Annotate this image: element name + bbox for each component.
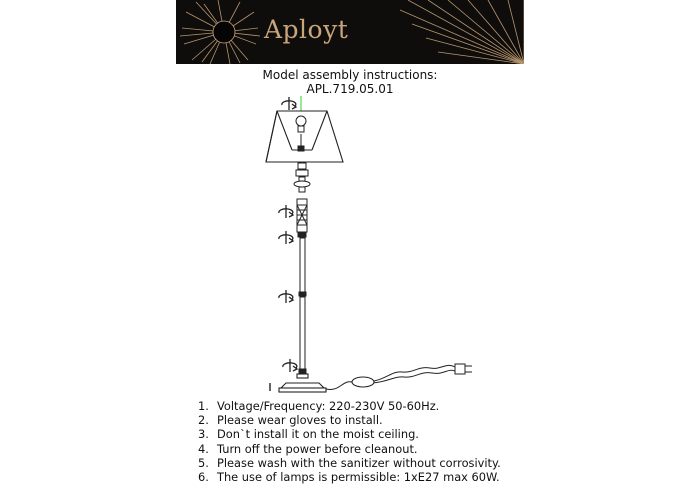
instruction-list xyxy=(198,399,558,484)
instruction-text: Don`t install it on the moist ceiling. xyxy=(217,427,419,442)
instruction-number: 3. xyxy=(198,427,209,442)
instruction-number: 4. xyxy=(198,441,209,456)
instruction-item xyxy=(198,427,558,441)
instruction-text: Please wash with the sanitizer without corrosivity. xyxy=(217,455,501,470)
power-plug xyxy=(455,364,472,374)
rotate-arrow-icon xyxy=(279,205,293,218)
instruction-item xyxy=(198,470,558,484)
lamp-base xyxy=(270,374,326,392)
instruction-text: The use of lamps is permissible: 1xE27 max 60W. xyxy=(217,470,500,485)
instruction-number: 5. xyxy=(198,455,209,470)
rotate-arrow-icon xyxy=(283,359,297,372)
instruction-text: Please wear gloves to install. xyxy=(217,413,383,428)
lamp-pole xyxy=(299,238,306,373)
instruction-item xyxy=(198,413,558,427)
lamp-fitting xyxy=(294,163,310,192)
instruction-item xyxy=(198,456,558,470)
power-cord xyxy=(326,365,455,389)
title-line-1: Model assembly instructions: xyxy=(262,68,438,82)
model-number: APL.719.05.01 xyxy=(306,82,394,96)
rotate-arrow-icon xyxy=(279,231,293,244)
foot-switch xyxy=(352,377,374,387)
lamp-pole-decor xyxy=(297,199,307,237)
instruction-text: Turn off the power before cleanout. xyxy=(217,441,418,456)
instruction-text: Voltage/Frequency: 220-230V 50-60Hz. xyxy=(217,399,440,413)
brand-logo-text: Aployt xyxy=(264,15,349,44)
rotate-arrow-icon xyxy=(279,290,293,303)
instruction-item xyxy=(198,442,558,456)
lamp-shade xyxy=(266,111,343,162)
instruction-number: 6. xyxy=(198,470,209,485)
instruction-number: 2. xyxy=(198,413,209,428)
instruction-item xyxy=(198,399,558,413)
rotate-arrow-icon xyxy=(282,97,296,110)
instruction-number: 1. xyxy=(198,399,209,413)
